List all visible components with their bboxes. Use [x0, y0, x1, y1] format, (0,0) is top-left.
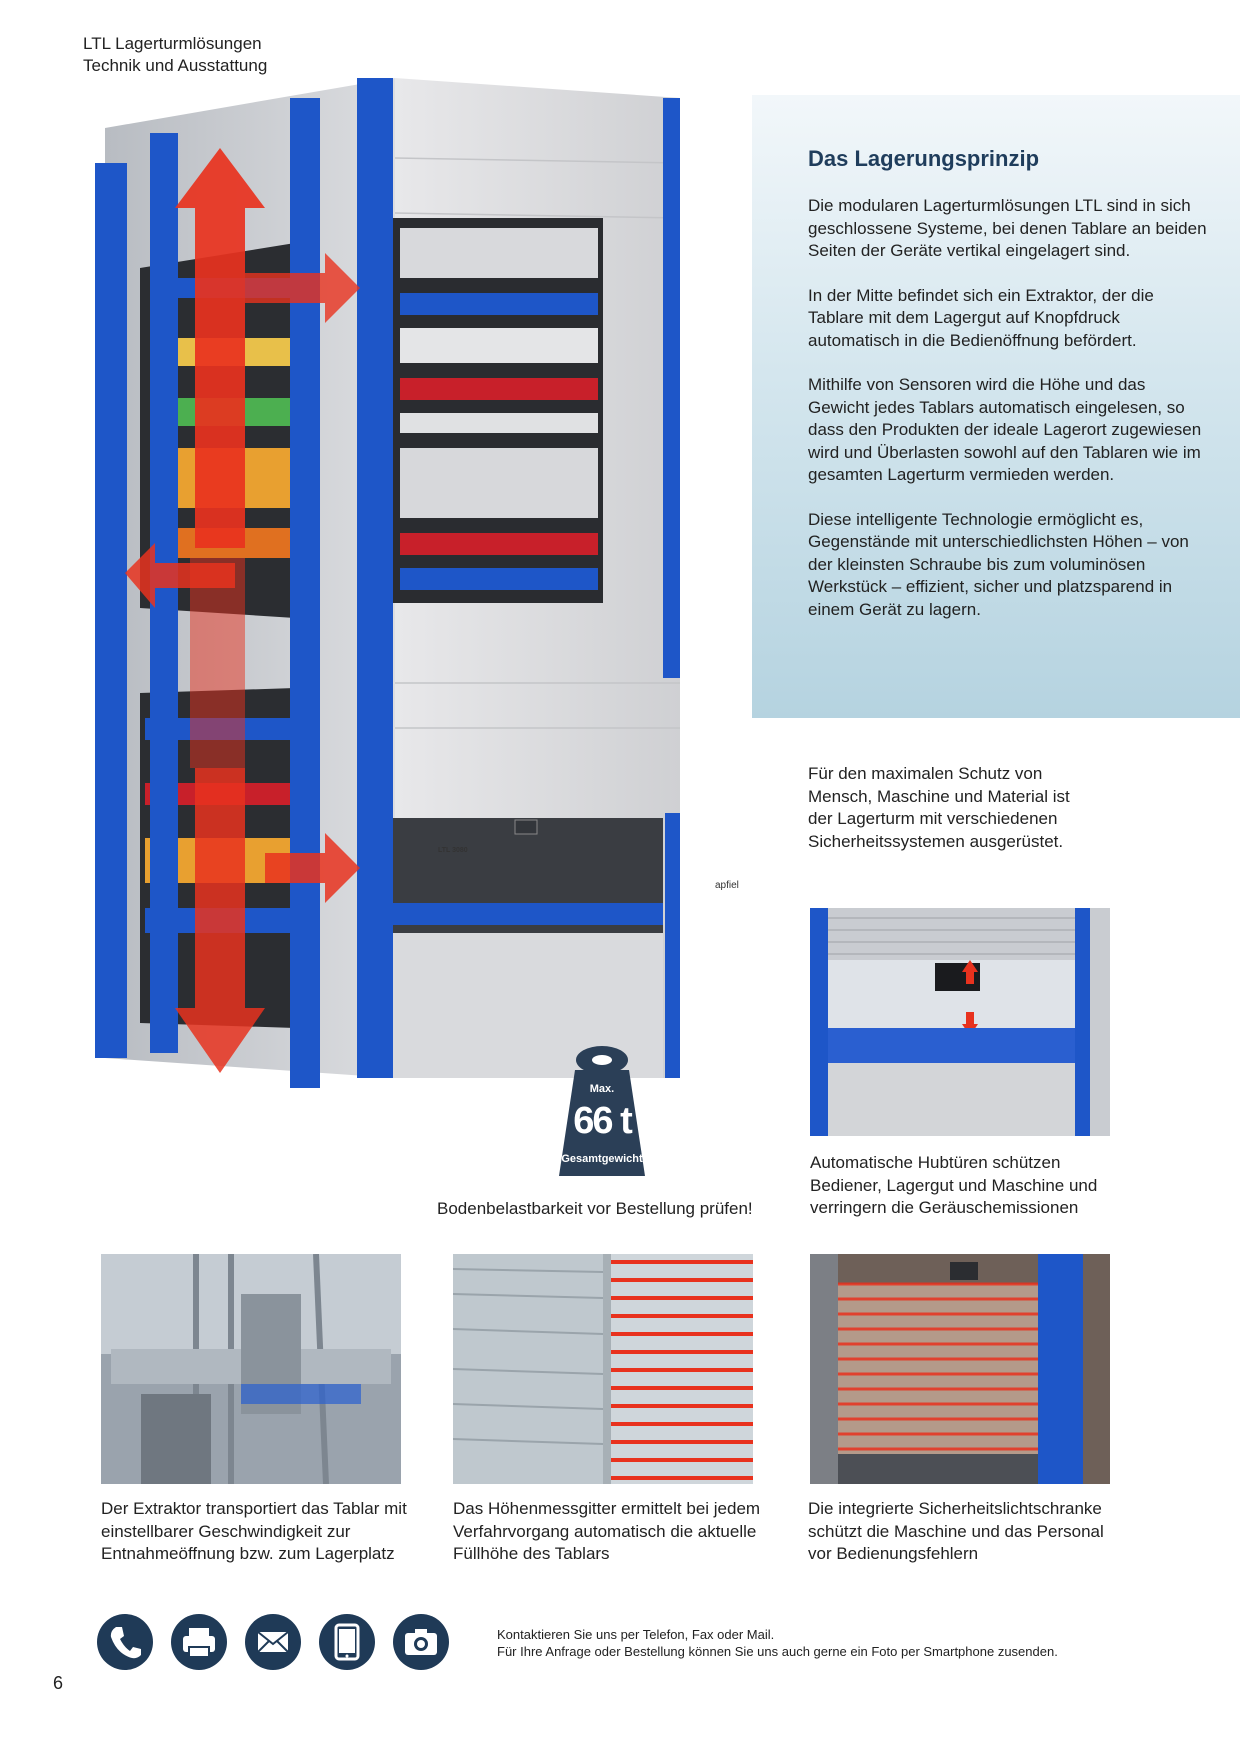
section-body	[808, 195, 1208, 643]
photo-light-curtain	[810, 1254, 1110, 1484]
tower-model-label: LTL 3080	[438, 847, 468, 854]
badge-bottom-text: Gesamtgewicht	[561, 1153, 643, 1165]
camera-icon[interactable]	[393, 1614, 449, 1670]
paragraph-1: Die modularen Lagerturmlösungen LTL sind in sich geschlossene Systeme, bei denen Tablare an beiden Seiten der Geräte vertikal eingelagert sind.	[808, 196, 1207, 260]
safety-text: Für den maximalen Schutz von Mensch, Maschine und Material ist der Lagerturm mit verschiedenen Sicherheitssystemen ausgerüstet.	[808, 764, 1070, 851]
contact-line-2: Für Ihre Anfrage oder Bestellung können Sie uns auch gerne ein Foto per Smartphone zusenden.	[497, 1644, 1058, 1659]
page-number: 6	[53, 1673, 64, 1693]
document-header	[83, 33, 267, 77]
caption-extractor: Der Extraktor transportiert das Tablar mit einstellbarer Geschwindigkeit zur Entnahmeöffnung bzw. zum Lagerplatz	[101, 1499, 407, 1563]
photo-automatic-doors	[810, 908, 1110, 1136]
blue-column-1	[95, 163, 127, 1058]
paragraph-4: Diese intelligente Technologie ermöglicht es, Gegenstände mit unterschiedlichsten Höhen – von der kleinsten Schraube bis zum voluminösen Werkstück – effizient, sicher und platzsparend in einem Gerät zu lagern.	[808, 509, 1189, 619]
tower-brand-label: apfiel	[715, 880, 739, 891]
fax-icon[interactable]	[171, 1614, 227, 1670]
caption-automatic-doors: Automatische Hubtüren schützen Bediener, Lagergut und Maschine und verringern die Geräuschemissionen	[810, 1153, 1098, 1217]
max-weight-badge	[557, 1038, 647, 1178]
badge-value-text: 66 t	[573, 1100, 631, 1142]
floor-load-note: Bodenbelastbarkeit vor Bestellung prüfen!	[437, 1199, 753, 1218]
header-line-2: Technik und Ausstattung	[83, 56, 268, 75]
contact-line-1: Kontaktieren Sie uns per Telefon, Fax oder Mail.	[497, 1627, 775, 1642]
phone-icon[interactable]	[97, 1614, 153, 1670]
badge-top-text: Max.	[589, 1083, 615, 1095]
section-title: Das Lagerungsprinzip	[808, 146, 1040, 171]
header-line-1: LTL Lagerturmlösungen	[83, 34, 262, 53]
caption-height-grid: Das Höhenmessgitter ermittelt bei jedem Verfahrvorgang automatisch die aktuelle Füllhöhe des Tablars	[453, 1499, 761, 1563]
blue-column-4	[357, 78, 393, 1078]
storage-tower-illustration	[95, 78, 775, 1178]
mail-icon[interactable]	[245, 1614, 301, 1670]
blue-column-3	[290, 98, 320, 1088]
paragraph-2: In der Mitte befindet sich ein Extraktor, der die Tablare mit dem Lagergut auf Knopfdruck automatisch in die Bedienöffnung befördert.	[808, 285, 1154, 350]
paragraph-3: Mithilfe von Sensoren wird die Höhe und das Gewicht jedes Tablars automatisch eingelesen, so dass den Produkten der ideale Lagerort zugewiesen wird und Überlasten sowohl auf den Tablaren wie im gesamten Lagerturm vermieden werden.	[808, 375, 1202, 484]
photo-height-grid	[453, 1254, 753, 1484]
contact-note	[497, 1626, 1058, 1660]
caption-light-curtain: Die integrierte Sicherheitslichtschranke schützt die Maschine und das Personal vor Bedienungsfehlern	[808, 1499, 1104, 1563]
photo-extractor	[101, 1254, 401, 1484]
tablet-icon[interactable]	[319, 1614, 375, 1670]
